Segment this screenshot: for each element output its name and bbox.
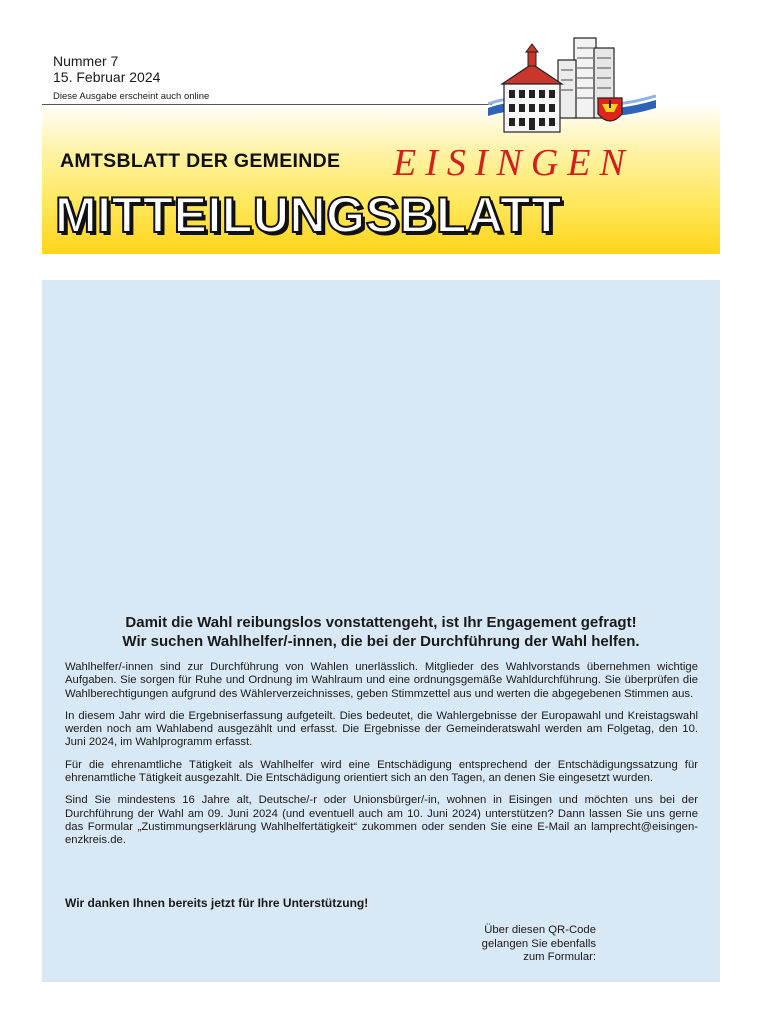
- qr-caption-line-3: zum Formular:: [523, 951, 596, 963]
- paragraph: Für die ehrenamtliche Tätigkeit als Wahlhelfer wird eine Entschädigung entsprechend der Entschädigungssatzung für ehrenamtliche Tätigkeit ausgezahlt. Die Entschädigung orientiert sich an den Tagen, an denen Sie eingesetzt wurden.: [65, 758, 698, 785]
- qr-caption-line-2: gelangen Sie ebenfalls: [481, 937, 596, 950]
- issue-number: Nummer 7: [53, 53, 119, 69]
- notice-body: [65, 661, 698, 857]
- qr-code-caption: [420, 924, 596, 965]
- masthead-title: MITTEILUNGSBLATT: [55, 187, 562, 243]
- thanks-line: Wir danken Ihnen bereits jetzt für Ihre Unterstützung!: [65, 896, 369, 910]
- online-note: Diese Ausgabe erscheint auch online: [53, 91, 210, 102]
- publication-type: AMTSBLATT DER GEMEINDE: [60, 150, 341, 172]
- paragraph: In diesem Jahr wird die Ergebniserfassung aufgeteilt. Dies bedeutet, die Wahlergebnisse der Europawahl und Kreistagswahl werden noch am Wahlabend ausgezählt und erfasst. Die Ergebnisse der Gemeinderatswahl werden am Folgetag, den 10. Juni 2024, im Wahlprogramm erfasst.: [65, 709, 698, 749]
- town-logo-icon: [488, 34, 656, 142]
- issue-info: [53, 53, 160, 85]
- headline-line-1: Damit die Wahl reibungslos vonstattengeht, ist Ihr Engagement gefragt!: [125, 614, 637, 631]
- issue-date: 15. Februar 2024: [53, 69, 161, 85]
- paragraph: Sind Sie mindestens 16 Jahre alt, Deutsche/-r oder Unionsbürger/-in, wohnen in Eisingen und möchten uns bei der Durchführung der Wahl am 09. Juni 2024 (und eventuell auch am 10. Juni 2024) unterstützen? Dann lassen Sie uns gerne das Formular „Zustimmungserklärung Wahlhelfertätigkeit“ zukommen oder senden Sie eine E-Mail an lamprecht@eisingen-enzkreis.de.: [65, 794, 698, 847]
- qr-caption-line-1: Über diesen QR-Code: [484, 924, 596, 936]
- notice-headline: [42, 613, 720, 651]
- paragraph: Wahlhelfer/-innen sind zur Durchführung von Wahlen unerlässlich. Mitglieder des Wahlvorstands übernehmen wichtige Aufgaben. Sie sorgen für Ruhe und Ordnung im Wahlraum und eine ordnungsgemäße Wahldurchführung. Sie überprüfen die Wahlberechtigungen aufgrund des Wählerverzeichnisses, geben Stimmzettel aus und werten die abgegebenen Stimmen aus.: [65, 661, 698, 700]
- municipality-name: EISINGEN: [393, 142, 634, 184]
- header-rule: [42, 104, 492, 105]
- headline-line-2: Wir suchen Wahlhelfer/-innen, die bei der Durchführung der Wahl helfen.: [122, 633, 640, 650]
